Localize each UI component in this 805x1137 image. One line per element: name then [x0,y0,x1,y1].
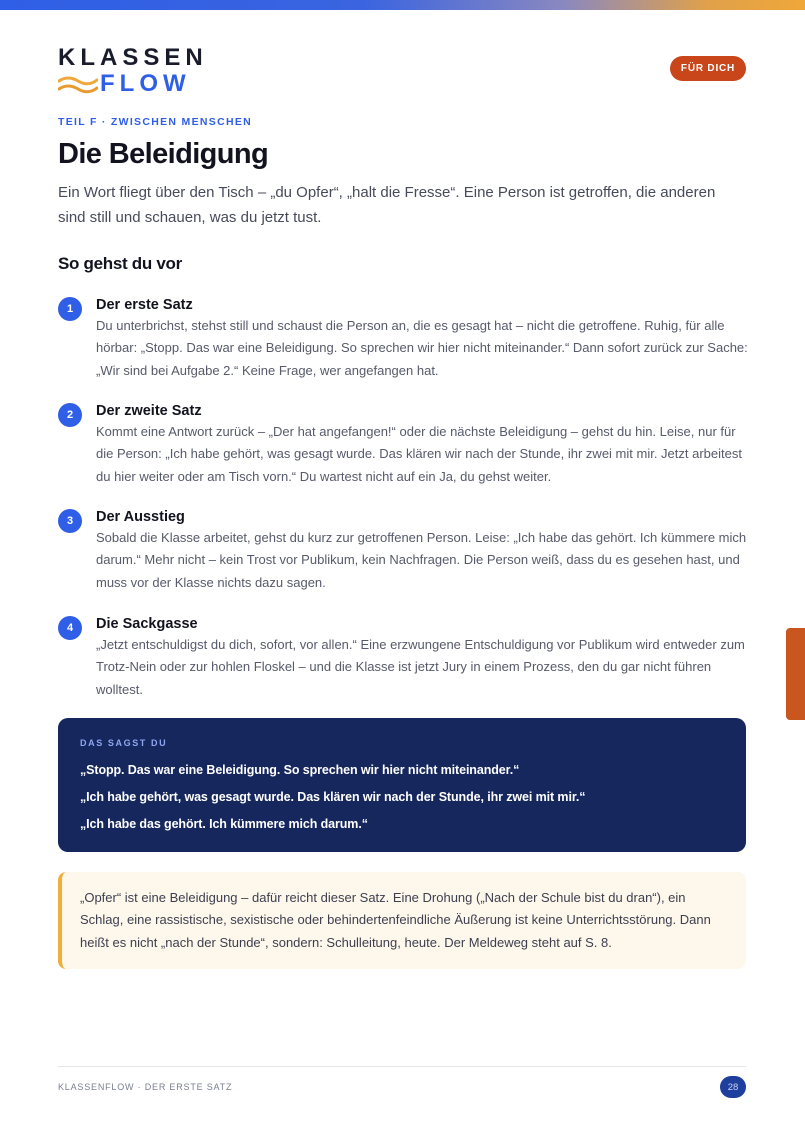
step-body: „Jetzt entschuldigst du dich, sofort, vor allen.“ Eine erzwungene Entschuldigung vor Publikum wird entweder zum Trotz-Nein oder zur hohlen Floskel – und die Klasse ist jetzt Jury in einem Prozess, den du gar nicht führen wolltest. [96,637,745,697]
steps-heading: So gehst du vor [58,254,182,273]
audience-badge: FÜR DICH [670,56,746,81]
warning-note [58,872,746,969]
page-title: Die Beleidigung [58,138,269,170]
step-title: Der Ausstieg [96,509,185,525]
step-body: Kommt eine Antwort zurück – „Der hat angefangen!“ oder die nächste Beleidigung – gehst du hin. Leise, nur für die Person: „Ich habe gehört, was gesagt wurde. Das klären wir nach der Stunde, ihr zwei mit mir. Jetzt arbeitest du hier weiter oder am Tisch vorn.“ Du wartest nicht auf ein Ja, du gehst weiter. [96,424,742,484]
wave-icon [58,73,98,95]
logo-text-bottom: FLOW [100,70,191,97]
footer-text: KLASSENFLOW · DER ERSTE SATZ [58,1082,233,1092]
step-number-badge: 3 [58,509,82,533]
say-box-label: DAS SAGST DU [80,738,168,748]
step-number-badge: 2 [58,403,82,427]
step-number-badge: 1 [58,297,82,321]
say-line: „Ich habe das gehört. Ich kümmere mich darum.“ [80,817,368,831]
klassenflow-logo [58,44,208,97]
step-title: Der zweite Satz [96,403,202,419]
say-line: „Ich habe gehört, was gesagt wurde. Das klären wir nach der Stunde, ihr zwei mit mir.“ [80,790,586,804]
page-number: 28 [720,1076,746,1098]
step-body: Sobald die Klasse arbeitet, gehst du kurz zur getroffenen Person. Leise: „Ich habe das gehört. Ich kümmere mich darum.“ Mehr nicht – kein Trost vor Publikum, kein Nachfragen. Die Person weiß, dass du es gesehen hast, und muss vor der Klasse nichts dazu sagen. [96,530,747,590]
side-tab-marker [786,628,805,720]
step-title: Die Sackgasse [96,616,198,632]
footer-divider [58,1066,746,1067]
intro-paragraph: Ein Wort fliegt über den Tisch – „du Opfer“, „halt die Fresse“. Eine Person ist getroffen, die anderen sind still und schauen, was du jetzt tust. [58,184,716,226]
step-number-badge: 4 [58,616,82,640]
section-label: TEIL F · ZWISCHEN MENSCHEN [58,116,253,128]
say-box [58,718,746,852]
step-title: Der erste Satz [96,297,193,313]
say-line: „Stopp. Das war eine Beleidigung. So sprechen wir hier nicht miteinander.“ [80,763,520,777]
top-gradient-bar [0,0,805,10]
logo-text-top: KLASSEN [58,44,208,71]
step-body: Du unterbrichst, stehst still und schaust die Person an, die es gesagt hat – nicht die getroffene. Ruhig, für alle hörbar: „Stopp. Das war eine Beleidigung. So sprechen wir hier nicht miteinander.“ Dann sofort zurück zur Sache: „Wir sind bei Aufgabe 2.“ Keine Frage, wer angefangen hat. [96,318,748,378]
warning-note-text: „Opfer“ ist eine Beleidigung – dafür reicht dieser Satz. Eine Drohung („Nach der Schule bist du dran“), ein Schlag, eine rassistische, sexistische oder behindertenfeindliche Äußerung ist keine Unterrichtsstörung. Dann heißt es nicht „nach der Stunde“, sondern: Schulleitung, heute. Der Meldeweg steht auf S. 8. [80,890,711,950]
